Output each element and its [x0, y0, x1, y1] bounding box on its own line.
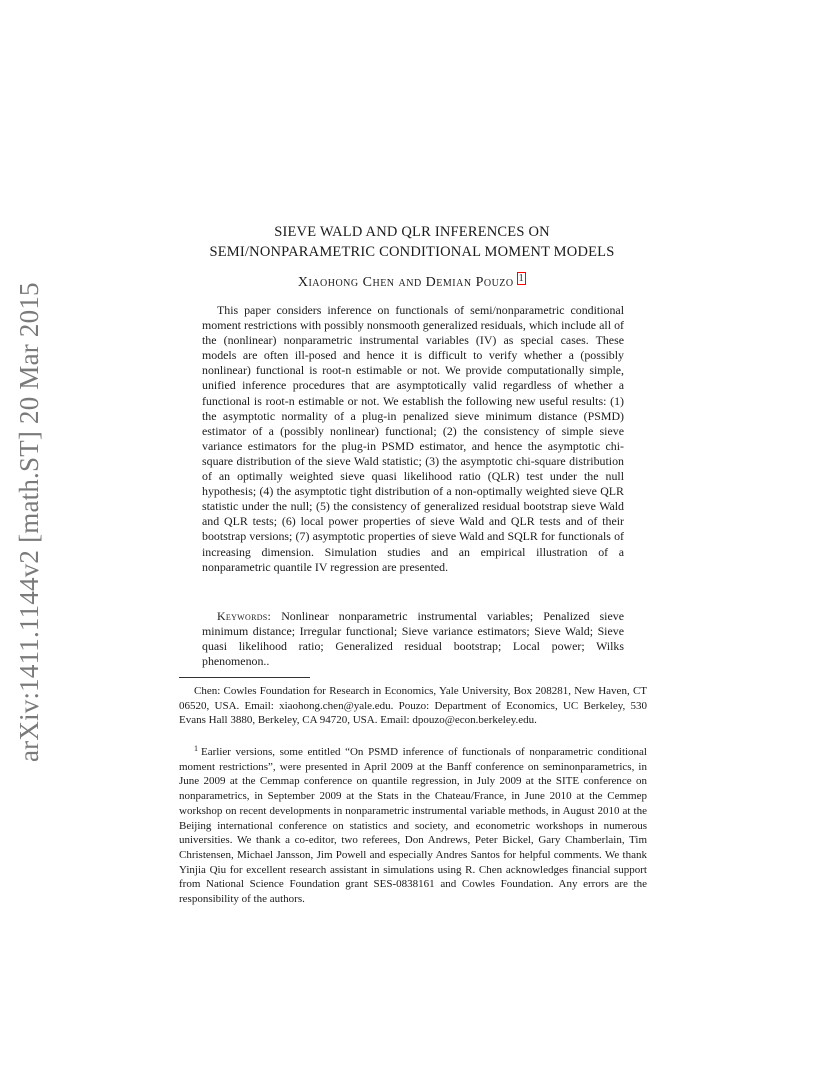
acknowledgement-text: Earlier versions, some entitled “On PSMD inference of functionals of nonparametric conditional moment restrictions”, were presented in April 2009 at the Banff conference on seminonparametrics, in June 2009 at the Cemmap conference on quantile regression, in July 2009 at the SITE conference on nonparametrics, in September 2009 at the Stats in the Chateau/France, in June 2010 at the Cemmep workshop on recent developments in nonparametric instrumental variable methods, in August 2010 at the Beijing international conference on statistics and society, and econometric workshops in numerous universities. We thank a co-editor, two referees, Don Andrews, Peter Bickel, Gary Chamberlain, Tim Christensen, Michael Jansson, Jim Powell and especially Andres Santos for helpful comments. We thank Yinjia Qiu for excellent research assistant in simulations using R. Chen acknowledges financial support from National Science Foundation grant SES-0838161 and Cowles Foundation. Any errors are the responsibility of the authors. [179, 746, 647, 906]
title-line-1: SIEVE WALD AND QLR INFERENCES ON [274, 224, 550, 240]
keywords [202, 609, 624, 669]
footnote-rule [179, 677, 310, 678]
keywords-text: Nonlinear nonparametric instrumental variables; Penalized sieve minimum distance; Irregular functional; Sieve variance estimators; Sieve Wald; Sieve quasi likelihood ratio; Generalized residual bootstrap; Local power; Wilks phenomenon.. [202, 609, 624, 669]
author-footnote-link[interactable]: 1 [518, 273, 525, 284]
paper-title [180, 222, 644, 262]
title-line-2: SEMI/NONPARAMETRIC CONDITIONAL MOMENT MODELS [209, 244, 615, 260]
author-names: Xiaohong Chen and Demian Pouzo [297, 275, 514, 290]
acknowledgement-footnote [179, 742, 647, 907]
author-line [180, 274, 644, 291]
footnote-mark: 1 [194, 744, 198, 753]
affiliation-footnote: Chen: Cowles Foundation for Research in Economics, Yale University, Box 208281, New Haven, CT 06520, USA. Email: xiaohong.chen@yale.edu. Pouzo: Department of Economics, UC Berkeley, 530 Evans Hall 3880, Berkeley, CA 94720, USA. Email: dpouzo@econ.berkeley.edu. [179, 685, 647, 727]
keywords-label: Keywords: [217, 609, 272, 623]
abstract: This paper considers inference on functionals of semi/nonparametric conditional moment restrictions with possibly nonsmooth generalized residuals, which include all of the (nonlinear) nonparametric instrumental variables (IV) as special cases. These models are often ill-posed and hence it is difficult to verify whether a (possibly nonlinear) functional is root-n estimable or not. We provide computationally simple, unified inference procedures that are asymptotically valid regardless of whether a functional is root-n estimable or not. We establish the following new useful results: (1) the asymptotic normality of a plug-in penalized sieve minimum distance (PSMD) estimator of a (possibly nonlinear) functional; (2) the consistency of simple sieve variance estimators for the plug-in PSMD estimator, and hence the asymptotic chi-square distribution of the sieve Wald statistic; (3) the asymptotic chi-square distribution of an optimally weighted sieve quasi likelihood ratio (QLR) test under the null hypothesis; (4) the asymptotic tight distribution of a non-optimally weighted sieve QLR statistic under the null; (5) the consistency of generalized residual bootstrap sieve Wald and QLR tests; (6) local power properties of sieve Wald and QLR tests and of their bootstrap versions; (7) asymptotic properties of sieve Wald and SQLR for functionals of increasing dimension. Simulation studies and an empirical illustration of a nonparametric quantile IV regression are presented. [202, 303, 624, 574]
arxiv-identifier-stamp: arXiv:1411.1144v2 [math.ST] 20 Mar 2015 [14, 282, 44, 762]
